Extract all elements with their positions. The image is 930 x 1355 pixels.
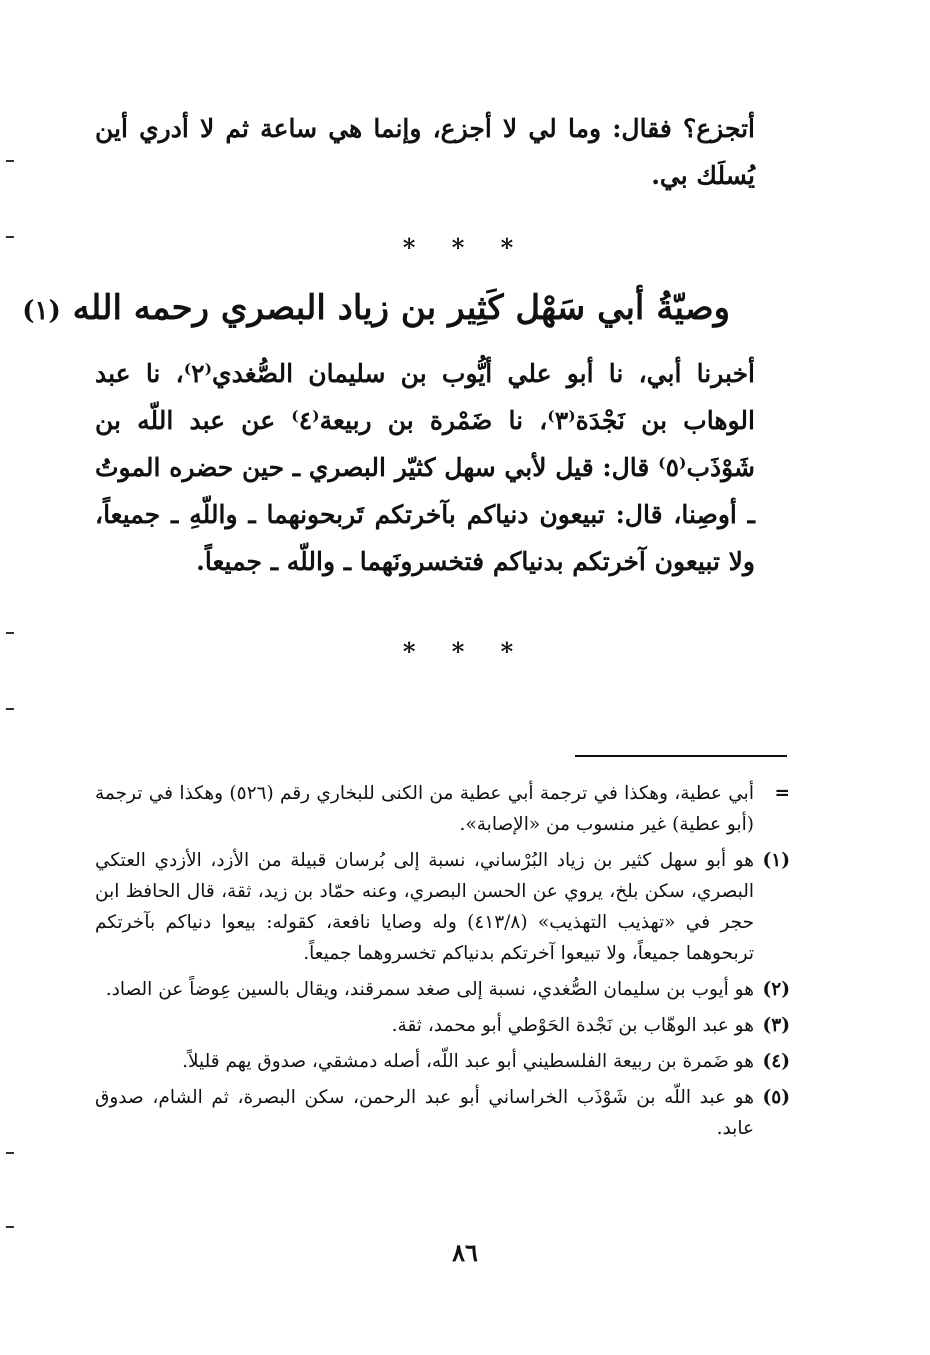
footnote-item [95,1082,790,1144]
footnote-item [95,1010,790,1041]
footnote-mark: = [774,783,790,804]
footnote-text: هو عبد اللّه بن شَوْذَب الخراساني أبو عبد الرحمن، سكن البصرة، ثم الشام، صدوق عابد. [95,1087,754,1139]
footnote-item [95,845,790,969]
footnote-text: هو أبو سهل كثير بن زياد البُرْساني، نسبة إلى بُرسان قبيلة من الأزد، الأزدي العتكي البصري، سكن بلخ، يروي عن الحسن البصري، وعنه حمّاد بن زيد، ثقة، قال الحافظ ابن حجر في «تهذيب التهذيب» (٤١٣/٨) وله وصايا نافعة، كقوله: بيعوا دنياكم بآخرتكم تربحوهما جميعاً، ولا تبيعوا آخرتكم بدنياكم تخسروهما جميعاً. [95,850,755,964]
footnote-text: هو عبد الوهّاب بن نَجْدة الحَوْطي أبو محمد، ثقة. [391,1015,754,1036]
section-heading-title: وصيّةُ أبي سَهْل كَثِير بن زياد البصري رحمه الله [72,288,730,328]
footnote-text: هو أيوب بن سليمان الصُّغدي، نسبة إلى صغد سمرقند، ويقال بالسين عِوضاً عن الصاد. [105,979,754,1000]
footnote-mark: (٥) [762,1087,790,1108]
intro-paragraph: أتجزع؟ فقال: وما لي لا أجزع، وإنما هي ساعة ثم لا أدري أين يُسلَك بي. [95,114,755,190]
separator-stars-bottom: * * * [402,637,528,666]
footnote-mark: (٢) [762,979,790,1000]
footnotes-section [95,778,790,1149]
footnote-text: هو ضَمرة بن ربيعة الفلسطيني أبو عبد اللّه، أصله دمشقي، صدوق يهم قليلاً. [182,1051,754,1072]
footnote-text: أبي عطية، وهكذا في ترجمة أبي عطية من الكنى للبخاري رقم (٥٢٦) وهكذا في ترجمة (أبو عطية) غير منسوب من «الإصابة». [95,783,754,835]
footnote-mark: (١) [762,850,790,871]
body-paragraph: أخبرنا أبي، نا أبو علي أيُّوب بن سليمان الصُّغدي⁽٢⁾، نا عبد الوهاب بن نَجْدَة⁽٣⁾، نا ضَمْرة بن ربيعة⁽٤⁾ عن عبد اللّه بن شَوْذَب⁽٥⁾ قال: قيل لأبي سهل كثيّر البصري ـ حين حضره الموتُ ـ أوصِنا، قال: تبيعون دنياكم بآخرتكم تَربحونهما ـ واللّهِ ـ جميعاً، ولا تبيعون آخرتكم بدنياكم فتخسرونَهما ـ واللّه ـ جميعاً. [95,359,755,576]
page-number: ٨٦ [452,1238,478,1267]
footnote-item [95,1046,790,1077]
scan-margin-mark [6,1226,14,1228]
scan-margin-mark [6,236,14,238]
section-heading-footnote-ref: (١) [22,296,61,326]
scan-margin-mark [6,708,14,710]
footnote-mark: (٤) [762,1051,790,1072]
section-heading [22,288,730,328]
footnote-divider [575,755,787,757]
separator-stars-top: * * * [402,233,528,262]
footnote-item [95,778,790,840]
scan-margin-mark [6,160,14,162]
footnote-item [95,974,790,1005]
scan-margin-mark [6,1152,14,1154]
scan-margin-mark [6,632,14,634]
footnote-mark: (٣) [762,1015,790,1036]
